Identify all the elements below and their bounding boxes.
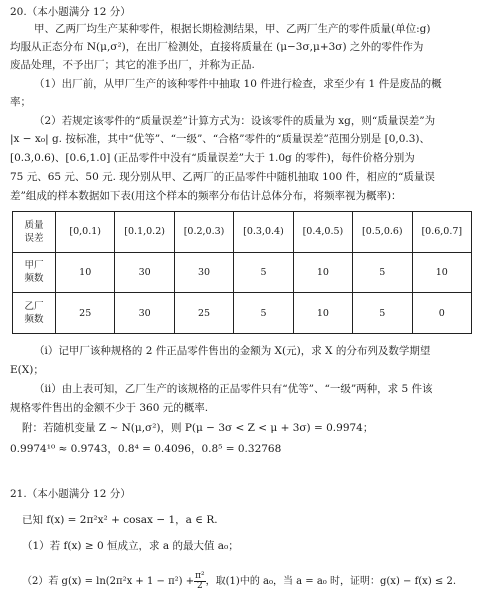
table-row	[13, 293, 472, 334]
quality-error-table	[12, 211, 472, 334]
column-header: [0.5,0.6)	[353, 212, 412, 253]
table-cell: 10	[293, 293, 352, 334]
table-header-row	[13, 212, 472, 253]
table-cell: 25	[174, 293, 233, 334]
column-header: [0.4,0.5)	[293, 212, 352, 253]
column-header: [0.2,0.3)	[174, 212, 233, 253]
table-cell: 10	[412, 252, 471, 293]
table-cell: 5	[234, 252, 293, 293]
column-header: [0,0.1)	[56, 212, 115, 253]
q21-part2	[22, 572, 475, 591]
table-header-label: 质量 误差	[13, 212, 56, 253]
table-cell: 10	[56, 252, 115, 293]
table-row	[13, 252, 472, 293]
table-cell: 0	[412, 293, 471, 334]
column-header: [0.3,0.4)	[234, 212, 293, 253]
table-cell: 10	[293, 252, 352, 293]
q21-part2-before: （2）若 g(x) = ln(2π²x + 1 − π²) +	[22, 576, 195, 587]
q20-line-1: 甲、乙两厂均生产某种零件，根据长期检测结果，甲、乙两厂生产的零件质量(单位:g)	[34, 23, 431, 35]
q20-line-3: 废品处理，不予出厂；其它的准予出厂，并称为正品.	[10, 59, 255, 71]
row-label: 甲厂 频数	[13, 252, 56, 293]
q20-note-line-1: 附：若随机变量 Z ~ N(μ,σ²)，则 P(μ − 3σ < Z < μ + 3σ) = 0.9974；	[22, 422, 374, 434]
table-cell: 5	[234, 293, 293, 334]
q20-part1-line-1: （1）出厂前，从甲厂生产的该种零件中抽取 10 件进行检查，求至少有 1 件是废品的概	[34, 78, 442, 90]
q20-sub-i-line-2: E(X)；	[10, 364, 44, 376]
q20-part2-line-1: （2）若规定该零件的“质量误差”计算方式为：设该零件的质量为 xg，则“质量误差”为	[34, 115, 436, 127]
table-cell: 30	[115, 293, 174, 334]
q20-part2-line-5: 差”组成的样本数据如下表(用这个样本的频率分布估计总体分布，将频率视为概率)：	[10, 190, 402, 202]
q20-note-line-2: 0.9974¹⁰ ≈ 0.9743，0.8⁴ = 0.4096，0.8⁵ = 0.32768	[10, 443, 282, 455]
column-header: [0.6,0.7]	[412, 212, 471, 253]
q21-header: 21.（本小题满分 12 分）	[10, 488, 131, 500]
q20-line-2: 均服从正态分布 N(μ,σ²)，在出厂检测处，直接将质量在 (μ−3σ,μ+3σ) 之外的零件作为	[10, 41, 424, 53]
table-cell: 5	[353, 293, 412, 334]
q20-part2-line-2: |x − x₀| g. 按标准，其中“优等”、“一级”、“合格”零件的“质量误差”范围分别是 [0,0.3)、	[10, 133, 431, 145]
table-cell: 5	[353, 252, 412, 293]
q20-sub-ii-line-1: （ⅱ）由上表可知，乙厂生产的该规格的正品零件只有“优等”、“一级”两种，求 5 件该	[34, 383, 433, 395]
pi-squared-over-two-fraction: $\frac{\text{π²}}{2}$	[195, 571, 205, 591]
q21-part1: （1）若 f(x) ≥ 0 恒成立，求 a 的最大值 a₀；	[22, 540, 239, 552]
q21-part2-after: ，取(1)中的 a₀，当 a = a₀ 时，证明：g(x) − f(x) ≤ 2.	[205, 576, 456, 587]
q20-part2-line-3: [0.3,0.6)、[0.6,1.0] (正品零件中没有“质量误差”大于 1.0g 的零件)，每件价格分别为	[10, 152, 415, 164]
table-cell: 30	[115, 252, 174, 293]
q20-sub-i-line-1: （ⅰ）记甲厂该种规格的 2 件正品零件售出的金额为 X(元)，求 X 的分布列及数学期望	[34, 345, 431, 357]
q20-sub-ii-line-2: 规格零件售出的金额不少于 360 元的概率.	[10, 402, 209, 414]
column-header: [0.1,0.2)	[115, 212, 174, 253]
q20-header: 20.（本小题满分 12 分）	[10, 6, 131, 18]
table-cell: 30	[174, 252, 233, 293]
q21-given: 已知 f(x) = 2π²x² + cosax − 1，a ∈ R.	[22, 514, 218, 526]
table-cell: 25	[56, 293, 115, 334]
q20-part2-line-4: 75 元、65 元、50 元. 现分别从甲、乙两厂的正品零件中随机抽取 100 件，相应的“质量误	[10, 171, 435, 183]
row-label: 乙厂 频数	[13, 293, 56, 334]
q20-part1-line-2: 率；	[10, 96, 31, 108]
